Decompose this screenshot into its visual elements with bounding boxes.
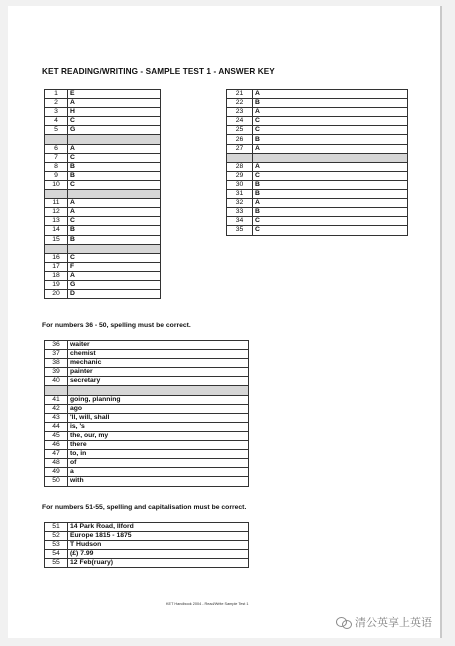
question-number: 17 xyxy=(45,262,68,271)
answer-row xyxy=(45,253,161,262)
answer-value: B xyxy=(68,171,161,180)
answer-value: with xyxy=(68,477,249,486)
watermark xyxy=(336,614,432,630)
question-number: 39 xyxy=(45,368,68,377)
answer-value: A xyxy=(253,108,408,117)
answer-row xyxy=(45,541,249,550)
answer-row xyxy=(45,226,161,235)
question-number: 49 xyxy=(45,468,68,477)
question-number: 52 xyxy=(45,532,68,541)
separator-cell xyxy=(68,244,161,253)
answer-value: A xyxy=(68,208,161,217)
answer-value: A xyxy=(68,144,161,153)
answer-row xyxy=(45,468,249,477)
answer-row xyxy=(45,450,249,459)
answer-row xyxy=(227,144,408,153)
answer-row xyxy=(227,90,408,99)
question-number: 18 xyxy=(45,271,68,280)
answer-row xyxy=(45,153,161,162)
answer-row xyxy=(45,350,249,359)
answer-value: of xyxy=(68,459,249,468)
answer-row xyxy=(45,377,249,386)
answer-row xyxy=(45,477,249,486)
question-number: 43 xyxy=(45,413,68,422)
answer-value: the, our, my xyxy=(68,431,249,440)
answer-value: B xyxy=(68,235,161,244)
answer-value: mechanic xyxy=(68,359,249,368)
answer-row xyxy=(45,162,161,171)
answer-value: A xyxy=(253,144,408,153)
answer-value: going, planning xyxy=(68,395,249,404)
answer-row xyxy=(45,422,249,431)
answer-value: chemist xyxy=(68,350,249,359)
answer-row xyxy=(227,117,408,126)
question-number: 12 xyxy=(45,208,68,217)
question-number: 6 xyxy=(45,144,68,153)
separator-cell xyxy=(68,386,249,395)
answer-value: F xyxy=(68,262,161,271)
answer-value: B xyxy=(253,135,408,144)
answer-table-21-35 xyxy=(226,89,408,236)
question-number: 20 xyxy=(45,290,68,299)
separator-cell xyxy=(45,190,68,199)
answer-row xyxy=(227,180,408,189)
question-number: 36 xyxy=(45,341,68,350)
question-number: 21 xyxy=(227,90,253,99)
answer-table-36-50 xyxy=(44,340,249,487)
answer-row xyxy=(227,190,408,199)
answer-value: B xyxy=(253,208,408,217)
answer-value: C xyxy=(253,217,408,226)
answer-row xyxy=(45,441,249,450)
question-number: 50 xyxy=(45,477,68,486)
question-number: 32 xyxy=(227,199,253,208)
answer-row xyxy=(227,135,408,144)
answer-row xyxy=(45,459,249,468)
answer-row xyxy=(45,108,161,117)
page-title: KET READING/WRITING - SAMPLE TEST 1 - ANSWER KEY xyxy=(42,67,275,76)
answer-row xyxy=(45,262,161,271)
answer-row xyxy=(45,180,161,189)
answer-value: C xyxy=(253,226,408,235)
question-number: 41 xyxy=(45,395,68,404)
question-number: 3 xyxy=(45,108,68,117)
answer-value: 'll, will, shall xyxy=(68,413,249,422)
answer-row xyxy=(45,126,161,135)
answer-row xyxy=(45,144,161,153)
wechat-icon xyxy=(336,616,352,628)
answer-row xyxy=(45,532,249,541)
question-number: 44 xyxy=(45,422,68,431)
answer-row xyxy=(227,208,408,217)
question-number: 53 xyxy=(45,541,68,550)
answer-row xyxy=(227,171,408,180)
question-number: 48 xyxy=(45,459,68,468)
answer-row xyxy=(227,162,408,171)
question-number: 23 xyxy=(227,108,253,117)
question-number: 29 xyxy=(227,171,253,180)
question-number: 55 xyxy=(45,559,68,568)
separator-cell xyxy=(227,153,253,162)
answer-value: B xyxy=(253,99,408,108)
answer-row xyxy=(45,290,161,299)
answer-value: C xyxy=(68,253,161,262)
watermark-text: 清公英享上英语 xyxy=(355,617,432,629)
question-number: 45 xyxy=(45,431,68,440)
answer-table-1-20 xyxy=(44,89,161,299)
question-number: 13 xyxy=(45,217,68,226)
answer-value: to, in xyxy=(68,450,249,459)
answer-value: C xyxy=(253,171,408,180)
answer-row xyxy=(45,217,161,226)
answer-value: (£) 7.99 xyxy=(68,550,249,559)
answer-row xyxy=(45,171,161,180)
question-number: 1 xyxy=(45,90,68,99)
answer-value: Europe 1815 - 1875 xyxy=(68,532,249,541)
separator-cell xyxy=(45,135,68,144)
answer-row xyxy=(45,395,249,404)
question-number: 25 xyxy=(227,126,253,135)
answer-value: B xyxy=(253,180,408,189)
separator-cell xyxy=(45,386,68,395)
answer-row xyxy=(45,523,249,532)
answer-value: B xyxy=(68,162,161,171)
question-number: 14 xyxy=(45,226,68,235)
answer-value: 14 Park Road, Ilford xyxy=(68,523,249,532)
question-number: 34 xyxy=(227,217,253,226)
question-number: 40 xyxy=(45,377,68,386)
question-number: 19 xyxy=(45,280,68,289)
answer-table-51-55 xyxy=(44,522,249,568)
answer-value: is, 's xyxy=(68,422,249,431)
answer-value: C xyxy=(68,117,161,126)
answer-row xyxy=(227,217,408,226)
answer-value: waiter xyxy=(68,341,249,350)
answer-row xyxy=(45,413,249,422)
question-number: 37 xyxy=(45,350,68,359)
answer-value: C xyxy=(68,180,161,189)
question-number: 33 xyxy=(227,208,253,217)
question-number: 31 xyxy=(227,190,253,199)
page-footer: KET Handbook 2004 - Read/Write Sample Test 1 xyxy=(166,602,249,606)
answer-value: G xyxy=(68,126,161,135)
answer-row xyxy=(45,368,249,377)
answer-value: a xyxy=(68,468,249,477)
question-number: 4 xyxy=(45,117,68,126)
answer-row xyxy=(227,226,408,235)
question-number: 5 xyxy=(45,126,68,135)
question-number: 22 xyxy=(227,99,253,108)
question-number: 11 xyxy=(45,199,68,208)
answer-value: C xyxy=(68,153,161,162)
answer-value: C xyxy=(253,117,408,126)
separator-cell xyxy=(68,135,161,144)
answer-value: A xyxy=(68,199,161,208)
answer-row xyxy=(45,359,249,368)
answer-value: E xyxy=(68,90,161,99)
question-number: 24 xyxy=(227,117,253,126)
question-number: 2 xyxy=(45,99,68,108)
question-number: 47 xyxy=(45,450,68,459)
question-number: 42 xyxy=(45,404,68,413)
separator-row xyxy=(227,153,408,162)
answer-value: painter xyxy=(68,368,249,377)
answer-value: secretary xyxy=(68,377,249,386)
answer-row xyxy=(45,271,161,280)
answer-row xyxy=(227,126,408,135)
answer-value: H xyxy=(68,108,161,117)
separator-row xyxy=(45,190,161,199)
answer-value: B xyxy=(253,190,408,199)
question-number: 35 xyxy=(227,226,253,235)
answer-row xyxy=(45,90,161,99)
answer-value: A xyxy=(68,99,161,108)
answer-value: C xyxy=(253,126,408,135)
answer-row xyxy=(227,108,408,117)
question-number: 51 xyxy=(45,523,68,532)
answer-value: ago xyxy=(68,404,249,413)
separator-cell xyxy=(253,153,408,162)
answer-value: G xyxy=(68,280,161,289)
separator-cell xyxy=(45,244,68,253)
question-number: 15 xyxy=(45,235,68,244)
separator-row xyxy=(45,135,161,144)
answer-row xyxy=(45,550,249,559)
answer-value: A xyxy=(253,199,408,208)
answer-value: A xyxy=(253,90,408,99)
note-spelling-capitalisation-51-55: For numbers 51-55, spelling and capitalisation must be correct. xyxy=(42,504,247,511)
question-number: 10 xyxy=(45,180,68,189)
note-spelling-36-50: For numbers 36 - 50, spelling must be correct. xyxy=(42,322,191,329)
answer-value: D xyxy=(68,290,161,299)
question-number: 54 xyxy=(45,550,68,559)
question-number: 16 xyxy=(45,253,68,262)
answer-value: A xyxy=(68,271,161,280)
answer-value: A xyxy=(253,162,408,171)
answer-row xyxy=(45,559,249,568)
question-number: 7 xyxy=(45,153,68,162)
answer-value: C xyxy=(68,217,161,226)
question-number: 8 xyxy=(45,162,68,171)
answer-row xyxy=(227,99,408,108)
answer-row xyxy=(45,208,161,217)
question-number: 46 xyxy=(45,441,68,450)
answer-value: B xyxy=(68,226,161,235)
answer-row xyxy=(45,280,161,289)
question-number: 28 xyxy=(227,162,253,171)
answer-row xyxy=(45,235,161,244)
separator-row xyxy=(45,386,249,395)
answer-value: 12 Feb(ruary) xyxy=(68,559,249,568)
answer-row xyxy=(227,199,408,208)
answer-row xyxy=(45,341,249,350)
separator-row xyxy=(45,244,161,253)
answer-row xyxy=(45,117,161,126)
question-number: 38 xyxy=(45,359,68,368)
question-number: 27 xyxy=(227,144,253,153)
question-number: 30 xyxy=(227,180,253,189)
answer-row xyxy=(45,404,249,413)
question-number: 9 xyxy=(45,171,68,180)
answer-row xyxy=(45,199,161,208)
answer-value: T Hudson xyxy=(68,541,249,550)
answer-row xyxy=(45,99,161,108)
answer-value: there xyxy=(68,441,249,450)
answer-row xyxy=(45,431,249,440)
separator-cell xyxy=(68,190,161,199)
question-number: 26 xyxy=(227,135,253,144)
